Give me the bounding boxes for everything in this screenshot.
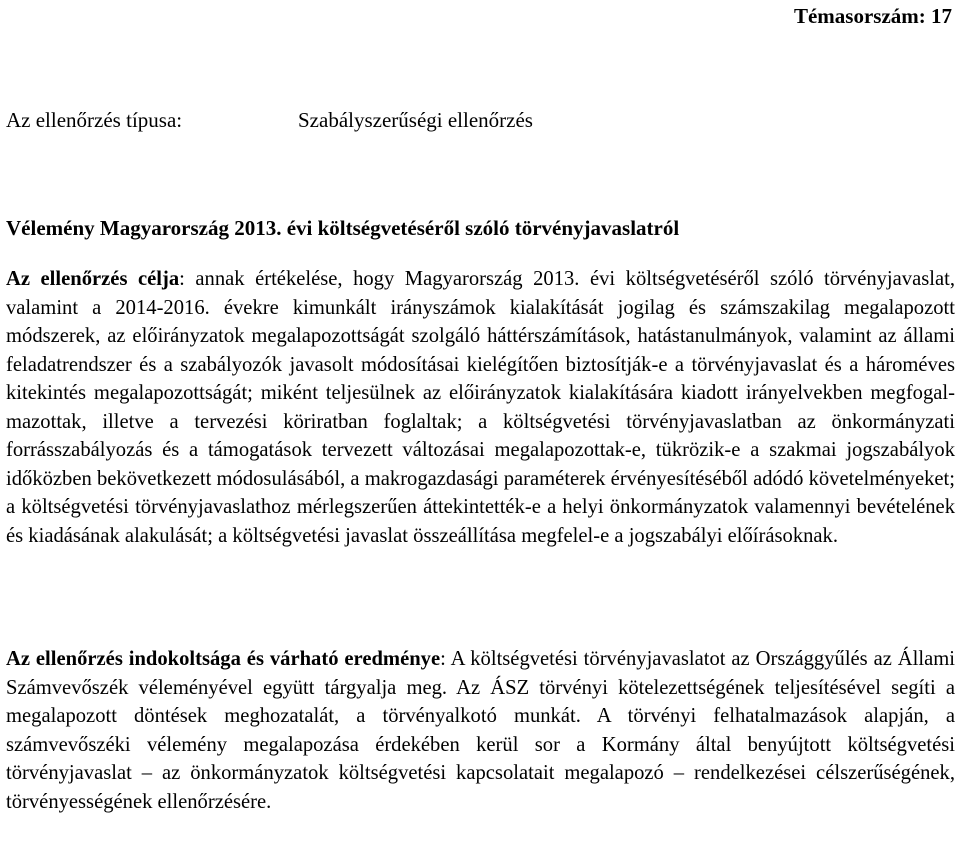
topic-number: Témasorszám: 17	[793, 4, 952, 28]
audit-type-row	[6, 108, 533, 132]
document-title: Vélemény Magyarország 2013. évi költségvetéséről szóló törvényjavaslatról	[6, 216, 680, 240]
audit-type-value: Szabályszerűségi ellenőrzés	[298, 108, 533, 132]
audit-goal-text: : annak értékelése, hogy Magyarország 2013. évi költségvetéséről szóló törvényjavaslat, valamint a 2014-2016. évekre kimunkált irányszámok kialakítását jogilag és számszakilag megalapozott módszerek, az előirányzatok megalapozottságát szolgáló háttérszámítások, hatástanulmányok, valamint az állami feladatrendszer és a szabályozók javasolt módosításai kielégítően biztosítják-e a törvényjavaslat és a hároméves kitekintés megalapozottságát; miként teljesülnek az előirányzatok kialakítására kiadott irányelvekben megfogalmazottak, illetve a tervezési köriratban foglaltak; a költségvetési törvényjavaslatban az önkormányzati forrásszabályozás és a támogatások tervezett változásai megalapozottak-e, tükrözik-e a szakmai jogszabályok időközben bekövetkezett módosulásából, a makrogazdasági paraméterek érvényesítéséből adódó követelményeket; a költségvetési törvényjavaslathoz mérlegszerűen áttekintették-e a helyi önkormányzatok valamennyi bevételének és kiadásának alakulását; a költségvetési javaslat összeállítása megfelel-e a jogszabályi előírásoknak.	[6, 268, 955, 547]
audit-justification-text: : A költségvetési törvényjavaslatot az Országgyűlés az Állami Számvevőszék véleményével együtt tárgyalja meg. Az ÁSZ törvényi kötelezettségének teljesítésével segíti a megalapozott döntések meghozatalát, a törvényalkotó munkát. A törvényi felhatalmazások alapján, a számvevőszéki vélemény megalapozása érdekében kerül sor a Kormány által benyújtott költségvetési törvényjavaslat – az önkormányzatok költségvetési kapcsolatait megalapozó – rendelkezései célszerűségének, törvényességének ellenőrzésére.	[6, 648, 955, 813]
audit-justification-paragraph	[6, 645, 955, 816]
audit-goal-label: Az ellenőrzés célja	[6, 268, 180, 290]
audit-goal-paragraph	[6, 265, 955, 550]
audit-type-label: Az ellenőrzés típusa:	[6, 108, 183, 132]
audit-justification-label: Az ellenőrzés indokoltsága és várható eredménye	[6, 648, 441, 670]
